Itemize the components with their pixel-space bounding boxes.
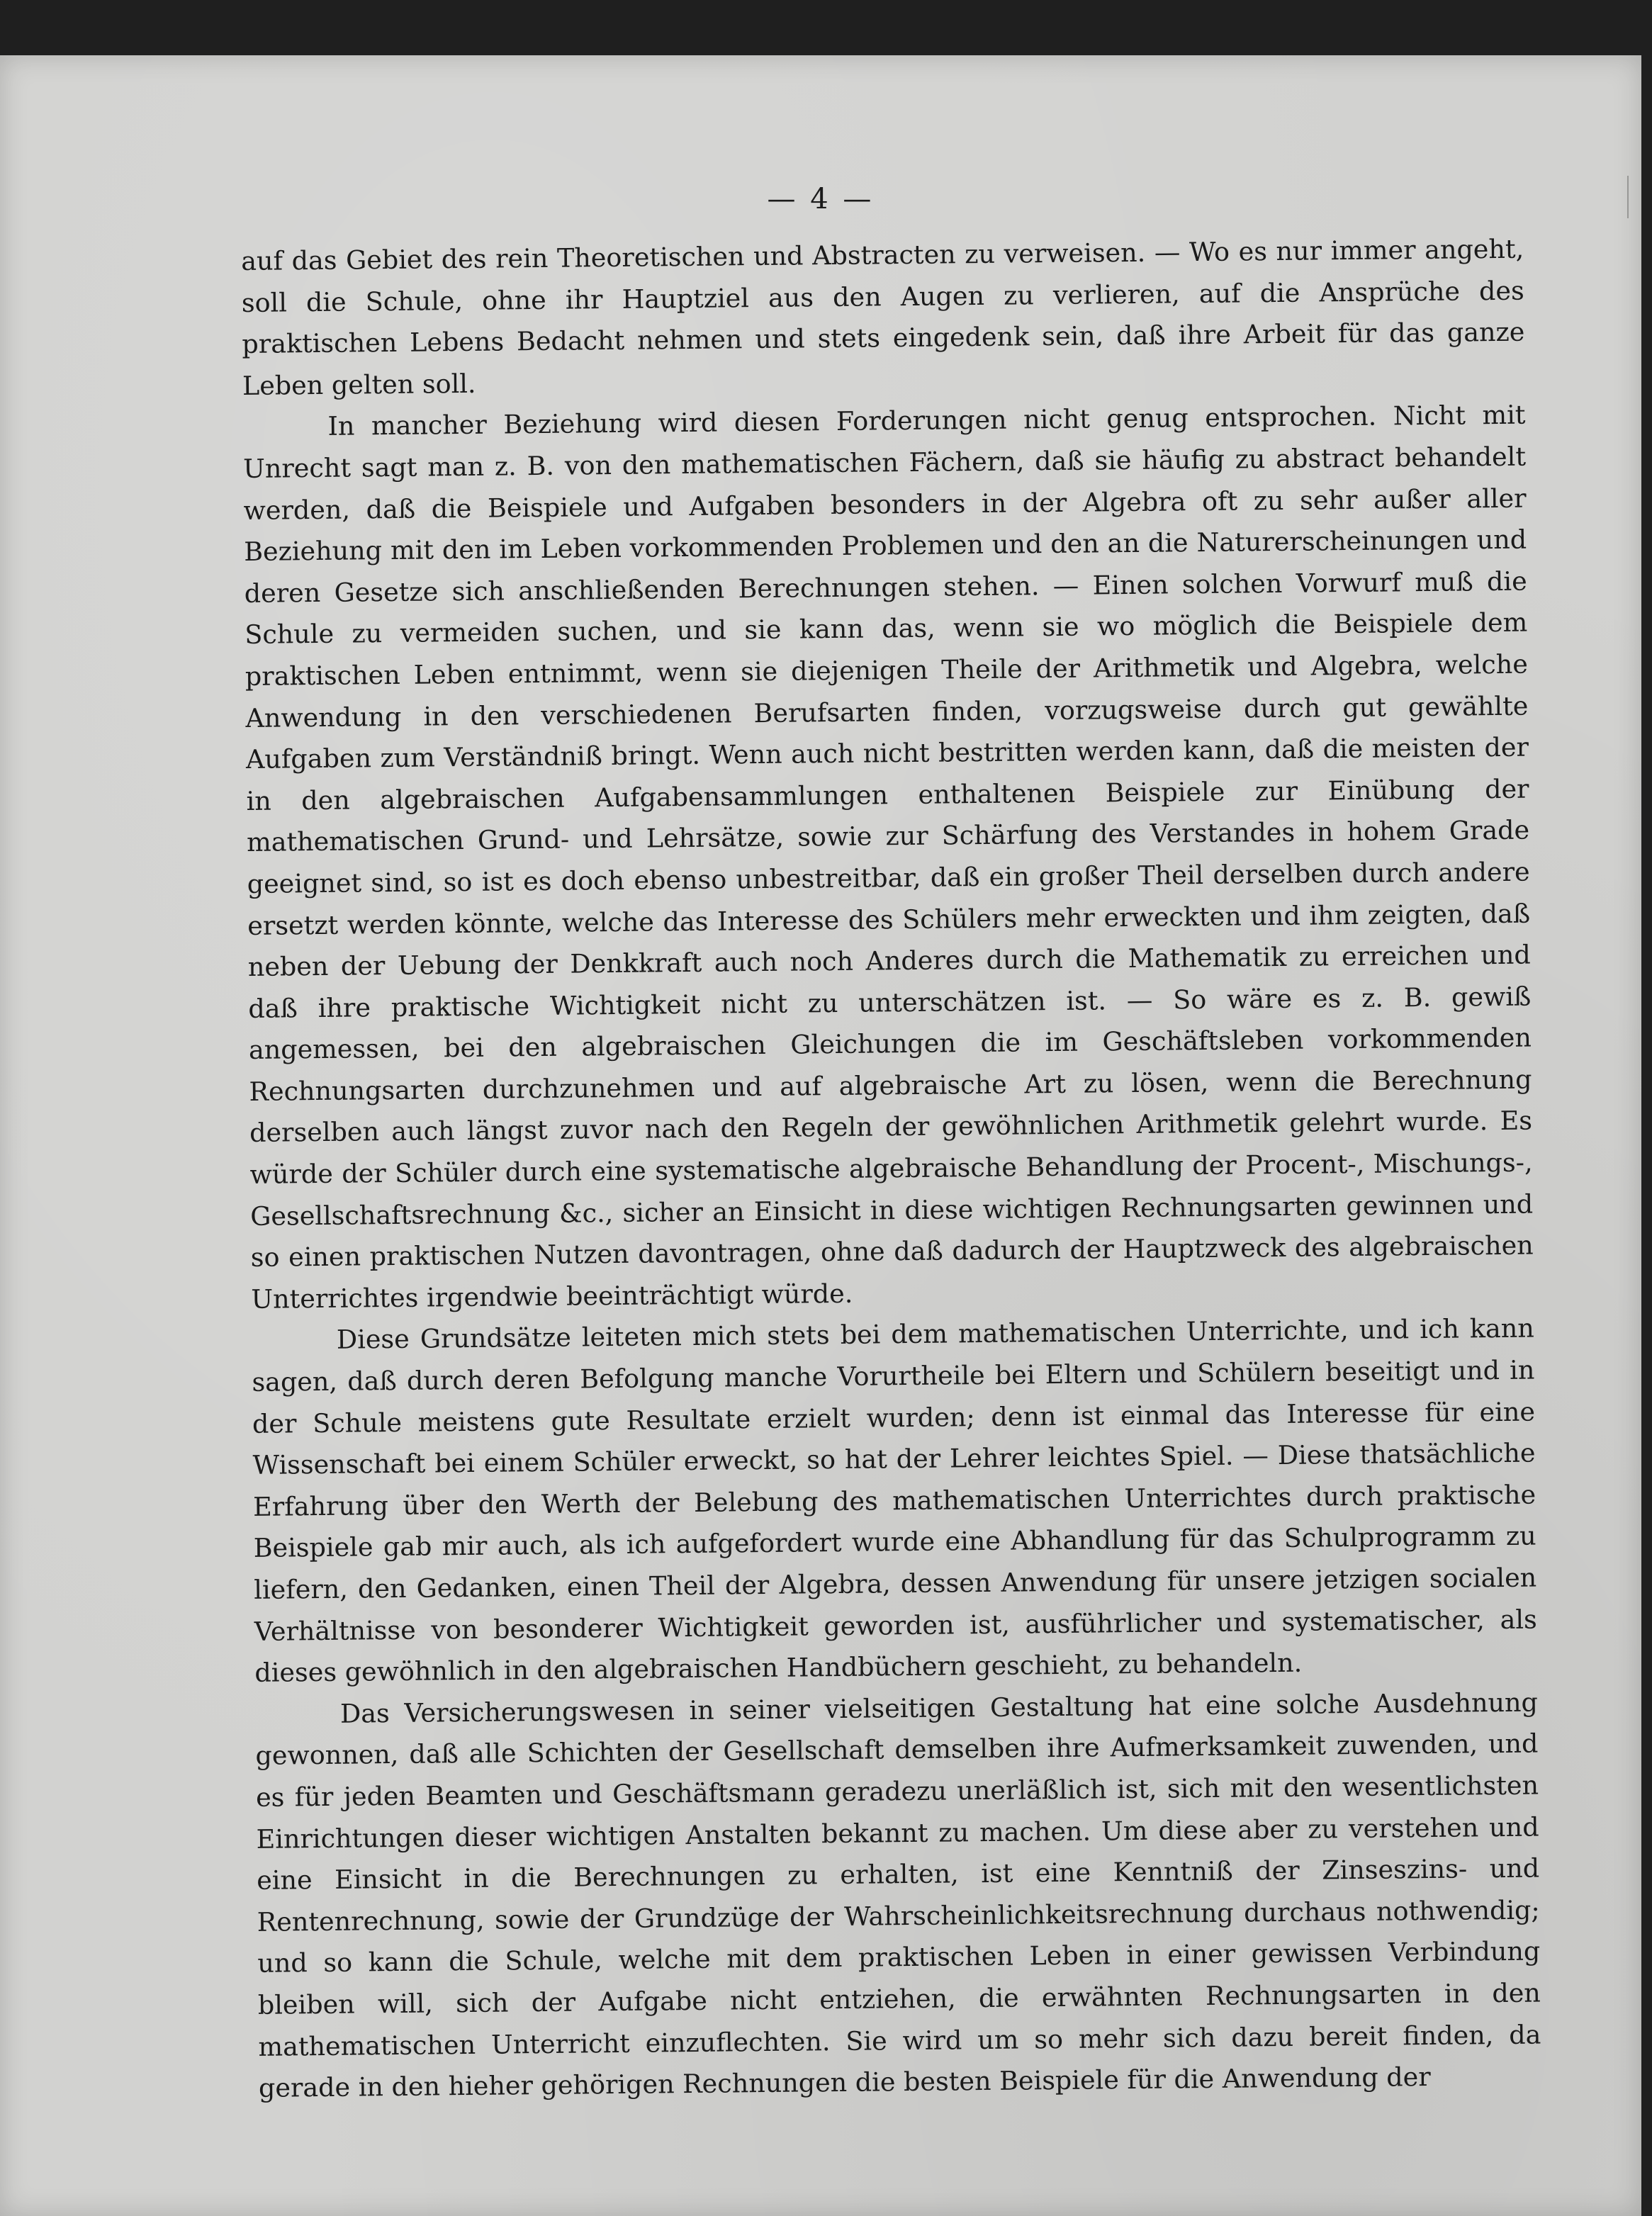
body-text (241, 229, 1541, 2110)
paragraph-4: Das Versicherungswesen in seiner vielseitigen Gestaltung hat eine solche Ausdehnung gewonnen, daß alle Schichten der Gesellschaft demselben ihre Aufmerksamkeit zuwenden, und es für jeden Beamten und Geschäftsmann geradezu unerläßlich ist, sich mit den wesentlichsten Einrichtungen dieser wichtigen Anstalten bekannt zu machen. Um diese aber zu verstehen und eine Einsicht in die Berechnungen zu erhalten, ist eine Kenntniß der Zinseszins- und Rentenrechnung, sowie der Grundzüge der Wahrscheinlichkeitsrechnung durchaus nothwendig; und so kann die Schule, welche mit dem praktischen Leben in einer gewissen Verbindung bleiben will, sich der Aufgabe nicht entziehen, die erwähnten Rechnungsarten in den mathematischen Unterricht einzuflechten. Sie wird um so mehr sich dazu bereit finden, da gerade in den hieher gehörigen Rechnungen die besten Beispiele für die Anwendung der (255, 1687, 1541, 2104)
paragraph-2: In mancher Beziehung wird diesen Forderungen nicht genug entsprochen. Nicht mit Unrecht sagt man z. B. von den mathematischen Fächern, daß sie häufig zu abstract behandelt werden, daß die Beispiele und Aufgaben besonders in der Algebra oft zu sehr außer aller Beziehung mit den im Leben vorkommenden Problemen und den an die Naturerscheinungen und deren Gesetze sich anschließenden Berechnungen stehen. — Einen solchen Vorwurf muß die Schule zu vermeiden suchen, und sie kann das, wenn sie wo möglich die Beispiele dem praktischen Leben entnimmt, wenn sie diejenigen Theile der Arithmetik und Algebra, welche Anwendung in den verschiedenen Berufsarten finden, vorzugsweise durch gut gewählte Aufgaben zum Verständniß bringt. Wenn auch nicht bestritten werden kann, daß die meisten der in den algebraischen Aufgabensammlungen enthaltenen Beispiele zur Einübung der mathematischen Grund- und Lehrsätze, sowie zur Schärfung des Verstandes in hohem Grade geeignet sind, so ist es doch ebenso unbestreitbar, daß ein großer Theil derselben durch andere ersetzt werden könnte, welche das Interesse des Schülers mehr erweckten und ihm zeigten, daß neben der Uebung der Denkkraft auch noch Anderes durch die Mathematik zu erreichen und daß ihre praktische Wichtigkeit nicht zu unterschätzen ist. — So wäre es z. B. gewiß angemessen, bei den algebraischen Gleichungen die im Geschäftsleben vorkommenden Rechnungsarten durchzunehmen und auf algebraische Art zu lösen, wenn die Berechnung derselben auch längst zuvor nach den Regeln der gewöhnlichen Arithmetik gelehrt wurde. Es würde der Schüler durch eine systematische algebraische Behandlung der Procent-, Mischungs-, Gesellschaftsrechnung &c., sicher an Einsicht in diese wichtigen Rechnungsarten gewinnen und so einen praktischen Nutzen davontragen, ohne daß dadurch der Hauptzweck des algebraischen Unterrichtes irgendwie beeinträchtigt würde. (242, 399, 1534, 1315)
paragraph-3: Diese Grundsätze leiteten mich stets bei dem mathematischen Unterrichte, und ich kann sagen, daß durch deren Befolgung manche Vorurtheile bei Eltern und Schülern beseitigt und in der Schule meistens gute Resultate erzielt wurden; denn ist einmal das Interesse für eine Wissenschaft bei einem Schüler erweckt, so hat der Lehrer leichtes Spiel. — Diese thatsächliche Erfahrung über den Werth der Belebung des mathematischen Unterrichtes durch praktische Beispiele gab mir auch, als ich aufgefordert wurde eine Abhandlung für das Schulprogramm zu liefern, den Gedanken, einen Theil der Algebra, dessen Anwendung für unsere jetzigen socialen Verhältnisse von besonderer Wichtigkeit geworden ist, ausführlicher und systematischer, als dieses gewöhnlich in den algebraischen Handbüchern geschieht, zu behandeln. (252, 1312, 1537, 1689)
paragraph-1: auf das Gebiet des rein Theoretischen und Abstracten zu verweisen. — Wo es nur immer angeht, soll die Schule, ohne ihr Hauptziel aus den Augen zu verlieren, auf die Ansprüche des praktischen Lebens Bedacht nehmen und stets eingedenk sein, daß ihre Arbeit für das ganze Leben gelten soll. (241, 233, 1525, 401)
scanned-page (0, 55, 1641, 2216)
page-number: — 4 — (767, 183, 875, 215)
